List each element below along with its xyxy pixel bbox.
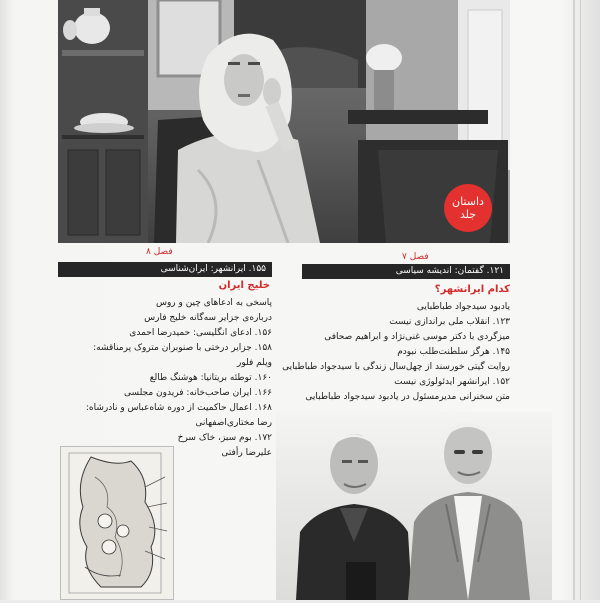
toc-item: ۱۷۲. بوم سبز، خاک سرخ	[177, 433, 272, 443]
toc-item: میزگردی با دکتر موسی غنی‌نژاد و ابراهیم صحافی	[324, 332, 510, 342]
toc-item: متن سخنرانی مدیرمسئول در یادبود سیدجواد طباطبایی	[305, 392, 510, 402]
toc-item: ۱۵۸. جزایر درختی با صنوبران متروک پرمناقشه:	[93, 343, 272, 353]
historical-map	[60, 446, 174, 600]
toc-item: رضا مختاری‌اصفهانی	[195, 418, 272, 428]
toc-item: روایت گیتی خورسند از چهل‌سال زندگی با سیدجواد طباطبایی	[282, 362, 510, 372]
toc-item: پاسخی به ادعاهای چین و روس	[155, 298, 272, 308]
toc-item: ویلم فلور	[237, 358, 272, 368]
toc-item: علیرضا رأفتی	[221, 448, 272, 458]
chapter-8-bar: ۱۵۵. ایرانشهر: ایران‌شناسی	[58, 262, 272, 277]
page-gutter	[573, 0, 575, 600]
chapter-8-label: فصل ۸	[146, 247, 173, 257]
toc-item: یادبود سیدجواد طباطبایی	[416, 302, 510, 312]
top-photo	[58, 0, 510, 243]
chapter-8-list	[60, 296, 272, 461]
bottom-photo	[276, 412, 552, 600]
chapter-7-bar: ۱۲۱. گفتمان: اندیشه سیاسی	[302, 264, 510, 279]
toc-item: ۱۵۶. ادعای انگلیسی: حمیدرضا احمدی	[129, 328, 272, 338]
badge-line-1: داستان	[452, 195, 484, 208]
page-gutter-line	[580, 0, 581, 600]
toc-item: ۱۲۳. انقلاب ملی براندازی نیست	[389, 317, 510, 327]
toc-item: ۱۶۸. اعمال حاکمیت از دوره شاه‌عباس و نادرشاه:	[85, 403, 272, 413]
story-badge	[444, 184, 492, 232]
chapter-7-list	[282, 300, 510, 405]
chapter-7-heading: کدام ایرانشهر؟	[434, 284, 510, 295]
toc-item: ۱۴۵. هرگز سلطنت‌طلب نبودم	[397, 347, 510, 357]
toc-item: ۱۶۰. توطئه بریتانیا: هوشنگ طالع	[149, 373, 272, 383]
chapter-8-heading: خلیج ایران	[218, 280, 270, 291]
toc-item: ۱۵۲. ایرانشهر ایدئولوژی نیست	[394, 377, 510, 387]
chapter-7-label: فصل ۷	[402, 252, 429, 262]
toc-item: ۱۶۶. ایران صاحب‌خانه: فریدون مجلسی	[124, 388, 272, 398]
toc-item: درباره‌ی جزایر سه‌گانه خلیج فارس	[144, 313, 272, 323]
badge-line-2: جلد	[459, 208, 477, 221]
